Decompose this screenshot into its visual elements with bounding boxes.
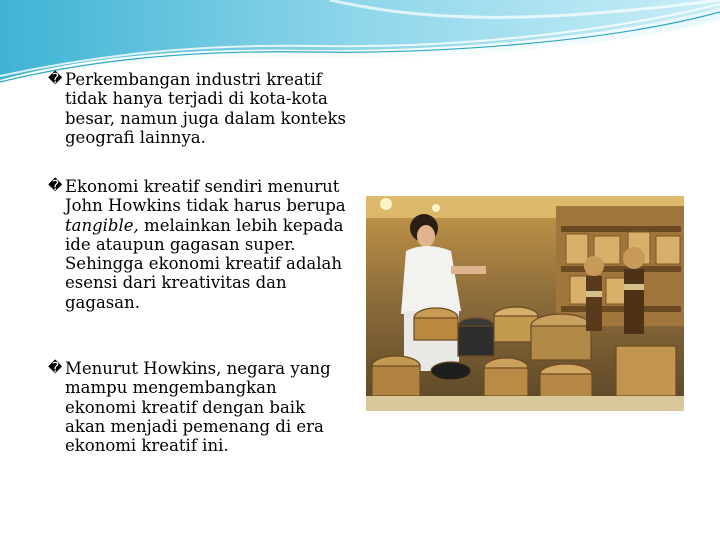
photo-handicraft-market	[366, 196, 684, 411]
bullet-text: Menurut Howkins, negara yang mampu mengembangkan ekonomi kreatif dengan baik akan menjadi pemenang di era ekonomi kreatif ini.	[65, 359, 331, 456]
bullet-text	[65, 177, 348, 312]
bullet-item-3	[48, 359, 348, 455]
bullet-text-part: Ekonomi kreatif sendiri menurut John Howkins tidak harus berupa	[65, 177, 346, 216]
bullet-emphasis: tangible,	[65, 215, 139, 235]
bullet-text-part: melainkan lebih kepada ide ataupun gagasan super. Sehingga ekonomi kreatif adalah esensi dari kreativitas dan gagasan.	[65, 215, 344, 312]
bullet-item-2	[48, 177, 348, 312]
bullet-marker-icon: �	[48, 178, 63, 194]
bullet-marker-icon: �	[48, 360, 63, 376]
bullet-item-1	[48, 70, 348, 147]
bullet-text: Perkembangan industri kreatif tidak hanya terjadi di kota-kota besar, namun juga dalam konteks geografi lainnya.	[65, 70, 347, 147]
bullet-marker-icon: �	[48, 71, 63, 87]
